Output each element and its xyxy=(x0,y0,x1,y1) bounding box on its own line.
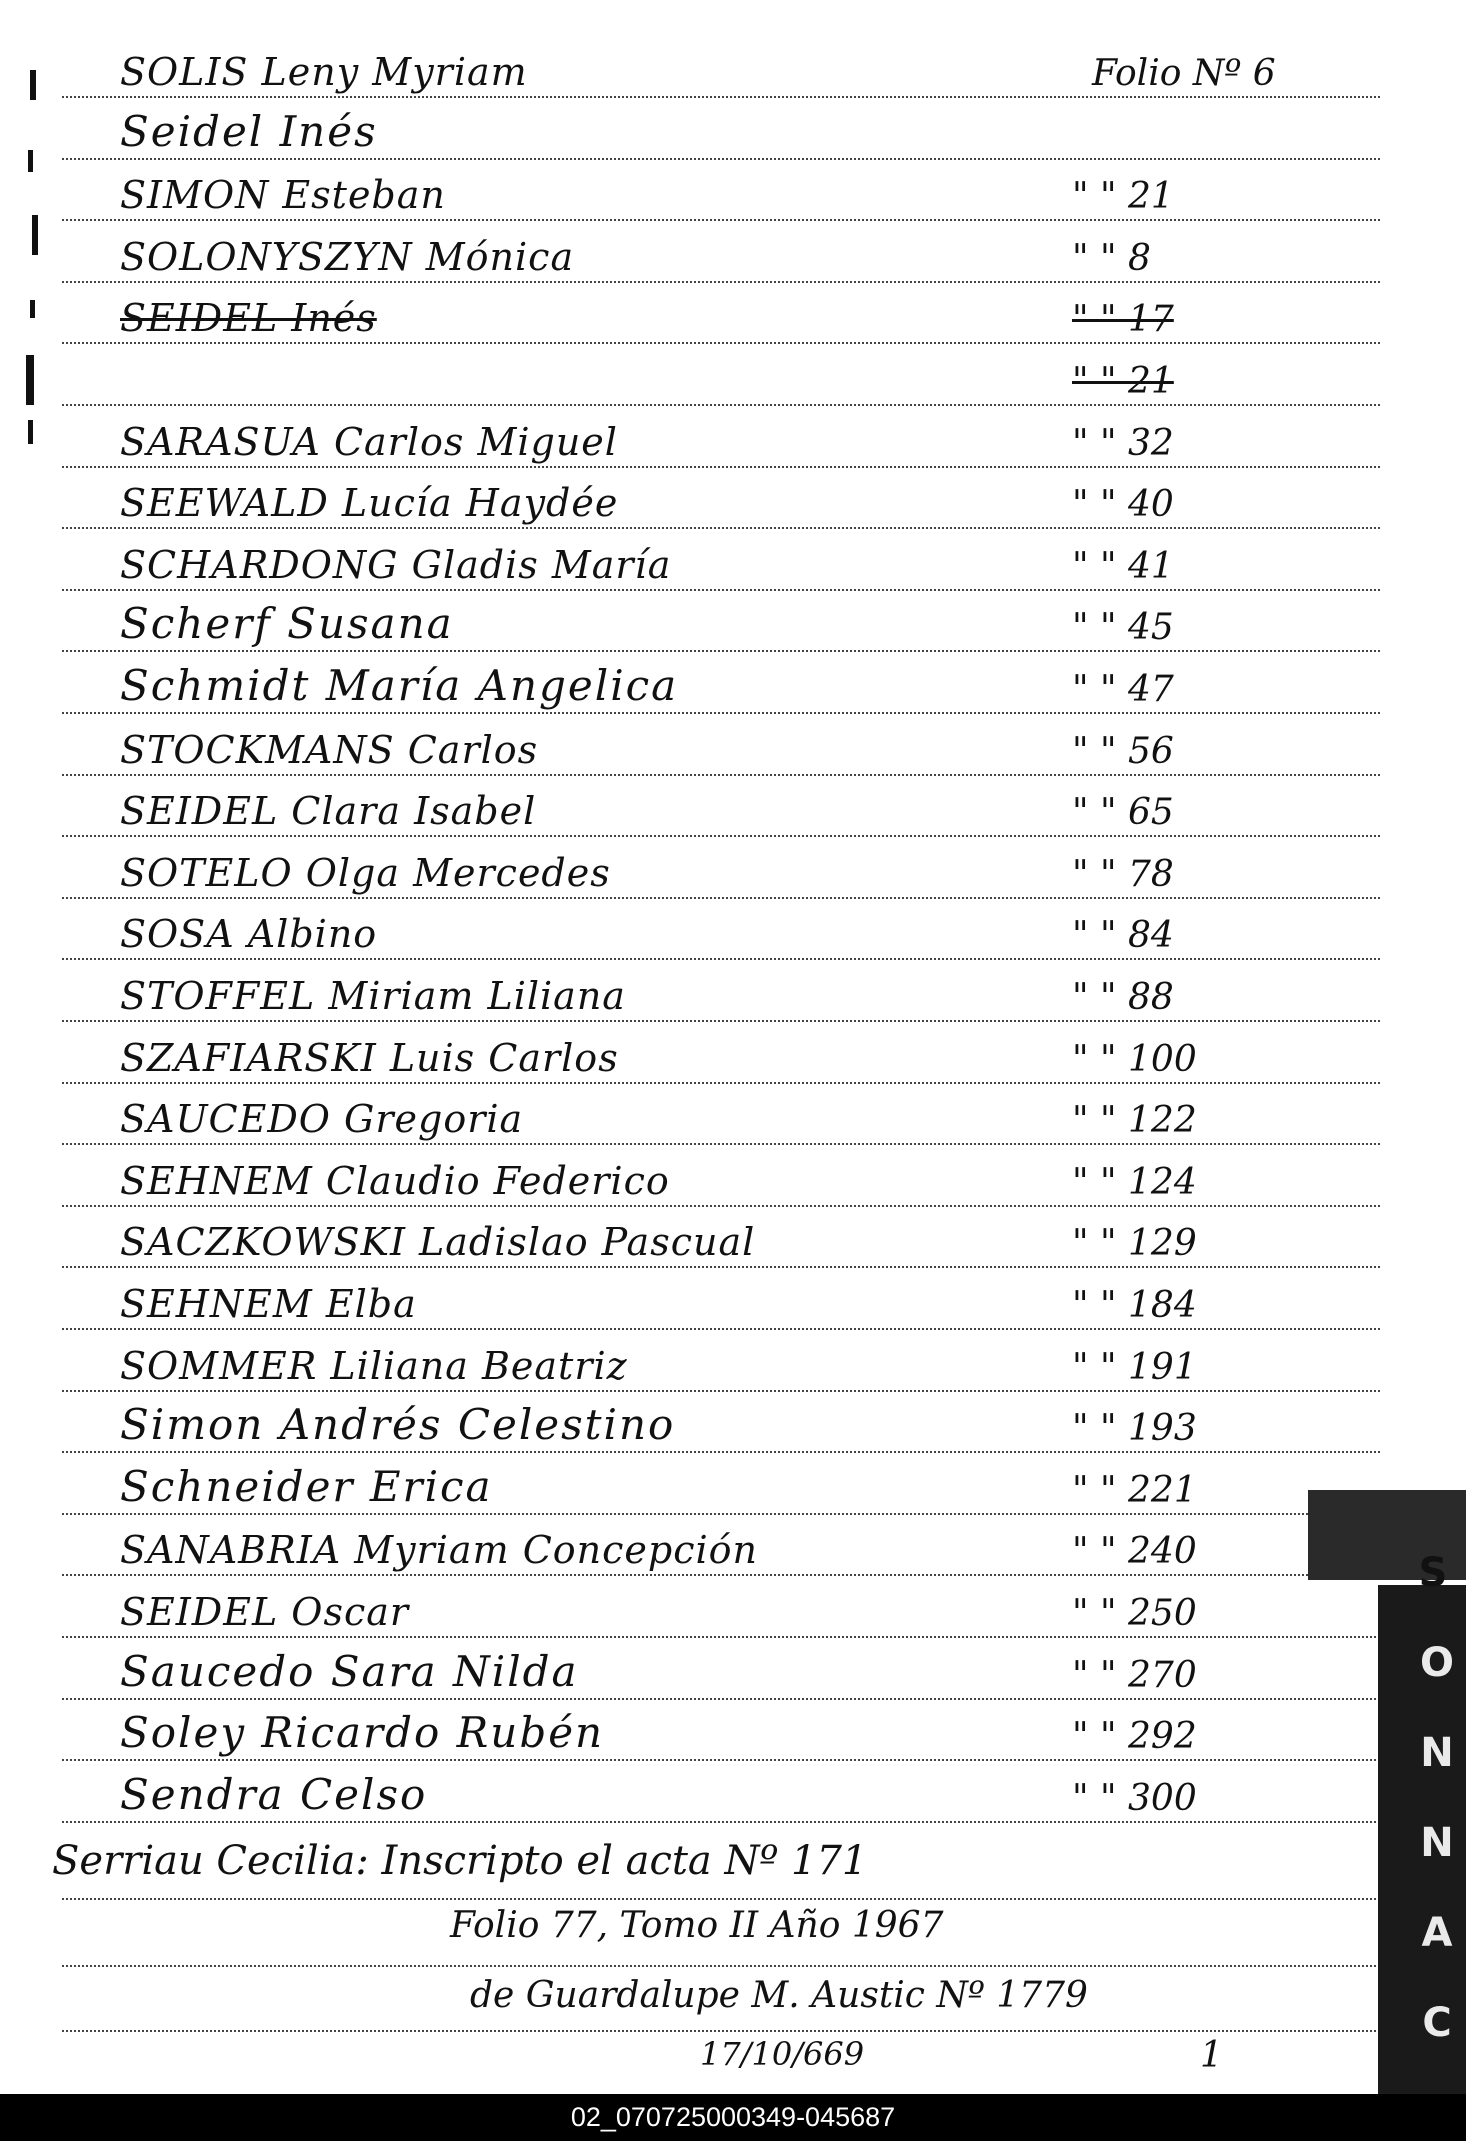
ledger-entry xyxy=(62,656,1380,714)
entry-folio: " " 32 xyxy=(1072,422,1174,464)
entry-name: Schmidt María Angelica xyxy=(120,661,679,710)
ledger-entry xyxy=(62,1026,1380,1084)
ledger-entry xyxy=(62,40,1380,98)
entry-folio: " " 41 xyxy=(1072,545,1174,587)
entry-name: SOLONYSZYN Mónica xyxy=(120,234,575,279)
margin-speck xyxy=(26,355,34,405)
entry-name: SEIDEL Oscar xyxy=(120,1590,410,1634)
entry-name: SOLIS Leny Myriam xyxy=(120,50,528,94)
entry-name: SACZKOWSKI Ladislao Pascual xyxy=(120,1220,756,1265)
entry-folio: " " 122 xyxy=(1072,1100,1197,1142)
entry-folio: " " 88 xyxy=(1072,977,1174,1018)
entry-folio: " " 184 xyxy=(1072,1285,1197,1326)
ledger-entry xyxy=(62,779,1380,837)
entry-name: SEHNEM Claudio Federico xyxy=(120,1158,670,1203)
entry-name: SOTELO Olga Mercedes xyxy=(120,850,611,895)
entry-name: SOMMER Liliana Beatriz xyxy=(120,1343,628,1388)
ledger-entry xyxy=(62,102,1380,160)
entry-name: Seidel Inés xyxy=(120,106,378,156)
entry-name: SZAFIARSKI Luis Carlos xyxy=(120,1035,619,1080)
index-edge-tab xyxy=(1308,1490,1466,2094)
entry-folio: " " 45 xyxy=(1072,607,1174,649)
entry-name: Saucedo Sara Nilda xyxy=(120,1646,579,1696)
entry-folio: " " 240 xyxy=(1072,1531,1197,1573)
ledger-entry xyxy=(62,1149,1380,1207)
tab-letter: S xyxy=(1418,1550,1448,1596)
ledger-entry xyxy=(62,1765,1380,1823)
margin-speck xyxy=(30,70,36,100)
entry-folio: " " 65 xyxy=(1072,792,1174,834)
entry-folio: " " 17 xyxy=(1072,299,1174,341)
ledger-entry xyxy=(62,964,1380,1022)
entry-folio: " " 292 xyxy=(1072,1716,1197,1758)
ledger-entry xyxy=(62,225,1380,283)
margin-speck xyxy=(28,150,33,172)
entry-name: Sendra Celso xyxy=(120,1769,428,1819)
note-line-4: 17/10/669 xyxy=(700,2035,865,2073)
entry-folio: " " 8 xyxy=(1072,237,1151,279)
ruled-line xyxy=(62,2030,1380,2032)
tab-letter: C xyxy=(1422,2000,1452,2046)
entry-folio: " " 21 xyxy=(1072,176,1174,218)
entry-name: SEIDEL Clara Isabel xyxy=(120,789,537,834)
entry-folio: " " 191 xyxy=(1072,1346,1197,1388)
entry-folio: " " 221 xyxy=(1072,1469,1197,1511)
margin-speck xyxy=(32,215,38,255)
ruled-line xyxy=(62,1965,1380,1967)
margin-speck xyxy=(28,420,33,444)
ledger-entry xyxy=(62,1210,1380,1268)
ledger-entry xyxy=(62,286,1380,344)
entry-name: SCHARDONG Gladis María xyxy=(120,542,672,587)
ledger-entry xyxy=(62,410,1380,468)
entry-name: SANABRIA Myriam Concepción xyxy=(120,1528,759,1573)
entry-name: STOCKMANS Carlos xyxy=(120,727,539,772)
ledger-entry xyxy=(62,1457,1380,1515)
entry-name: SEHNEM Elba xyxy=(120,1282,417,1326)
margin-speck xyxy=(30,300,35,318)
ledger-entry xyxy=(62,533,1380,591)
entry-folio: " " 40 xyxy=(1072,484,1174,526)
entry-folio: " " 300 xyxy=(1072,1777,1197,1819)
note-line-3: de Guardalupe M. Austic Nº 1779 xyxy=(470,1975,1088,2016)
ledger-entry xyxy=(62,902,1380,960)
entry-folio: " " 270 xyxy=(1072,1654,1197,1696)
entry-folio: " " 84 xyxy=(1072,915,1174,957)
entry-name: SEEWALD Lucía Haydée xyxy=(120,481,619,526)
image-id-footer: 02_070725000349-045687 xyxy=(0,2094,1466,2141)
ledger-entry xyxy=(62,348,1380,406)
ledger-entry xyxy=(62,1580,1380,1638)
note-line-1: Serriau Cecilia: Inscripto el acta Nº 171 xyxy=(52,1838,868,1884)
ledger-entry xyxy=(62,1334,1380,1392)
entry-name: SOSA Albino xyxy=(120,912,378,957)
entry-folio: " " 124 xyxy=(1072,1161,1197,1203)
entry-name: Simon Andrés Celestino xyxy=(120,1400,676,1450)
ledger-entry xyxy=(62,1703,1380,1761)
entry-folio: " " 100 xyxy=(1072,1038,1197,1080)
entry-folio: " " 78 xyxy=(1072,853,1174,895)
entry-name: STOFFEL Miriam Liliana xyxy=(120,974,626,1018)
entry-folio: " " 193 xyxy=(1072,1408,1197,1450)
entry-folio: " " 250 xyxy=(1072,1593,1197,1634)
note-line-5: 1 xyxy=(1200,2035,1223,2076)
ledger-entry xyxy=(62,594,1380,652)
tab-letter: O xyxy=(1419,1640,1454,1686)
tab-letter: N xyxy=(1420,1730,1454,1776)
entry-name: Schneider Erica xyxy=(120,1461,493,1511)
ledger-entry xyxy=(62,471,1380,529)
ledger-entry xyxy=(62,163,1380,221)
ledger-entry xyxy=(62,1518,1380,1576)
entry-name: SAUCEDO Gregoria xyxy=(120,1097,524,1142)
ledger-entry xyxy=(62,841,1380,899)
entry-folio: " " 56 xyxy=(1072,730,1174,772)
ledger-entry xyxy=(62,1087,1380,1145)
entry-folio: " " 21 xyxy=(1072,361,1174,402)
ledger-entry xyxy=(62,718,1380,776)
entry-folio: " " 47 xyxy=(1072,669,1174,710)
tab-letter: A xyxy=(1421,1910,1453,1956)
entry-folio: Folio Nº 6 xyxy=(1092,53,1276,94)
entry-name: Scherf Susana xyxy=(120,599,454,649)
entry-name: SIMON Esteban xyxy=(120,173,446,218)
tab-letter: N xyxy=(1420,1820,1454,1866)
ledger-entry xyxy=(62,1395,1380,1453)
ledger-entry xyxy=(62,1272,1380,1330)
ledger-entry xyxy=(62,1642,1380,1700)
ruled-line xyxy=(62,1898,1380,1900)
entry-folio: " " 129 xyxy=(1072,1223,1197,1265)
note-line-2: Folio 77, Tomo II Año 1967 xyxy=(450,1905,944,1946)
entry-name: Soley Ricardo Rubén xyxy=(120,1708,605,1758)
entry-name: SEIDEL Inés xyxy=(120,296,377,341)
entry-name: SARASUA Carlos Miguel xyxy=(120,419,618,464)
